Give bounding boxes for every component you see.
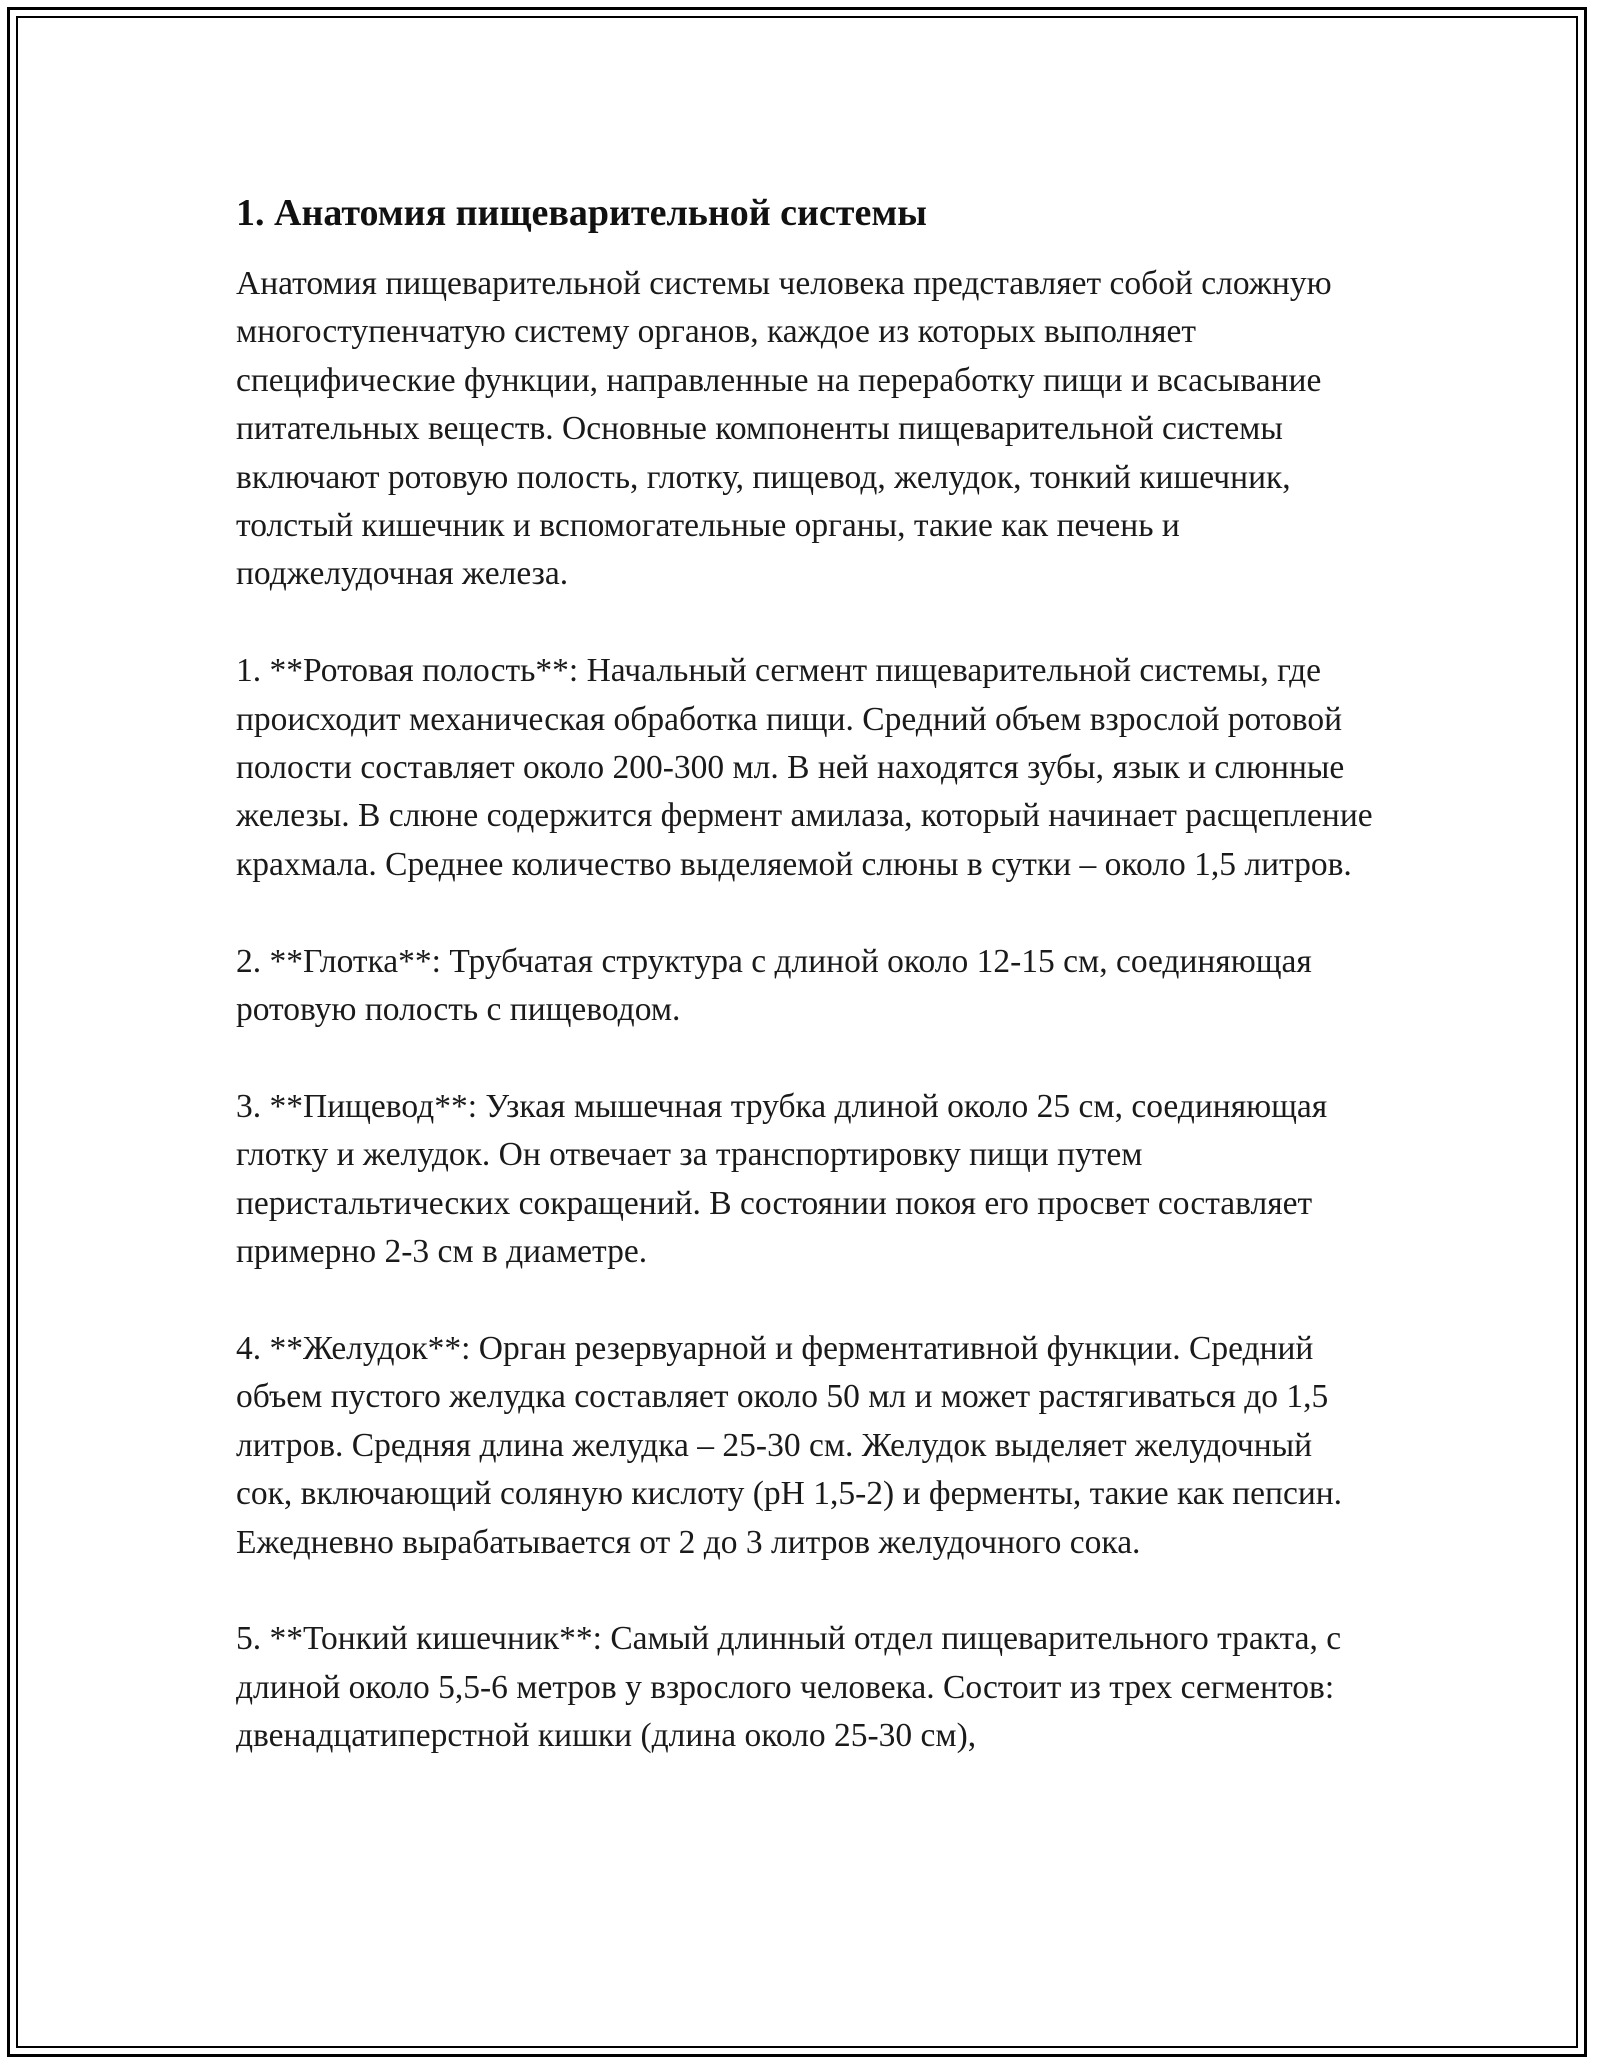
paragraph-stomach: 4. **Желудок**: Орган резервуарной и ферментативной функции. Средний объем пустого желудка составляет около 50 мл и может растягиваться до 1,5 литров. Средняя длина желудка – 25-30 см. Желудок выделяет желудочный сок, включающий соляную кислоту (pH 1,5-2) и ферменты, такие как пепсин. Ежедневно вырабатывается от 2 до 3 литров желудочного сока.: [236, 1329, 1343, 1561]
paragraph-pharynx: 2. **Глотка**: Трубчатая структура с длиной около 12-15 см, соединяющая ротовую полость с пищеводом.: [236, 942, 1312, 1029]
paragraph-intro: Анатомия пищеварительной системы человека представляет собой сложную многоступенчатую систему органов, каждое из которых выполняет специфические функции, направленные на переработку пищи и всасывание питательных веществ. Основные компоненты пищеварительной системы включают ротовую полость, глотку, пищевод, желудок, тонкий кишечник, толстый кишечник и вспомогательные органы, такие как печень и поджелудочная железа.: [236, 265, 1332, 593]
paragraph-small-intestine: 5. **Тонкий кишечник**: Самый длинный отдел пищеварительного тракта, с длиной около 5,5-6 метров у взрослого человека. Состоит из трех сегментов: двенадцатиперстной кишки (длина около 25-30 см),: [236, 1620, 1342, 1755]
document-body: [236, 188, 1376, 1809]
section-heading: 1. Анатомия пищеварительной системы: [236, 192, 927, 234]
paragraph-oral-cavity: 1. **Ротовая полость**: Начальный сегмент пищеварительной системы, где происходит механическая обработка пищи. Средний объем взрослой ротовой полости составляет около 200-300 мл. В ней находятся зубы, язык и слюнные железы. В слюне содержится фермент амилаза, который начинает расщепление крахмала. Среднее количество выделяемой слюны в сутки – около 1,5 литров.: [236, 652, 1373, 883]
paragraph-esophagus: 3. **Пищевод**: Узкая мышечная трубка длиной около 25 см, соединяющая глотку и желудок. Он отвечает за транспортировку пищи путем перистальтических сокращений. В состоянии покоя его просвет составляет примерно 2-3 см в диаметре.: [236, 1087, 1328, 1271]
